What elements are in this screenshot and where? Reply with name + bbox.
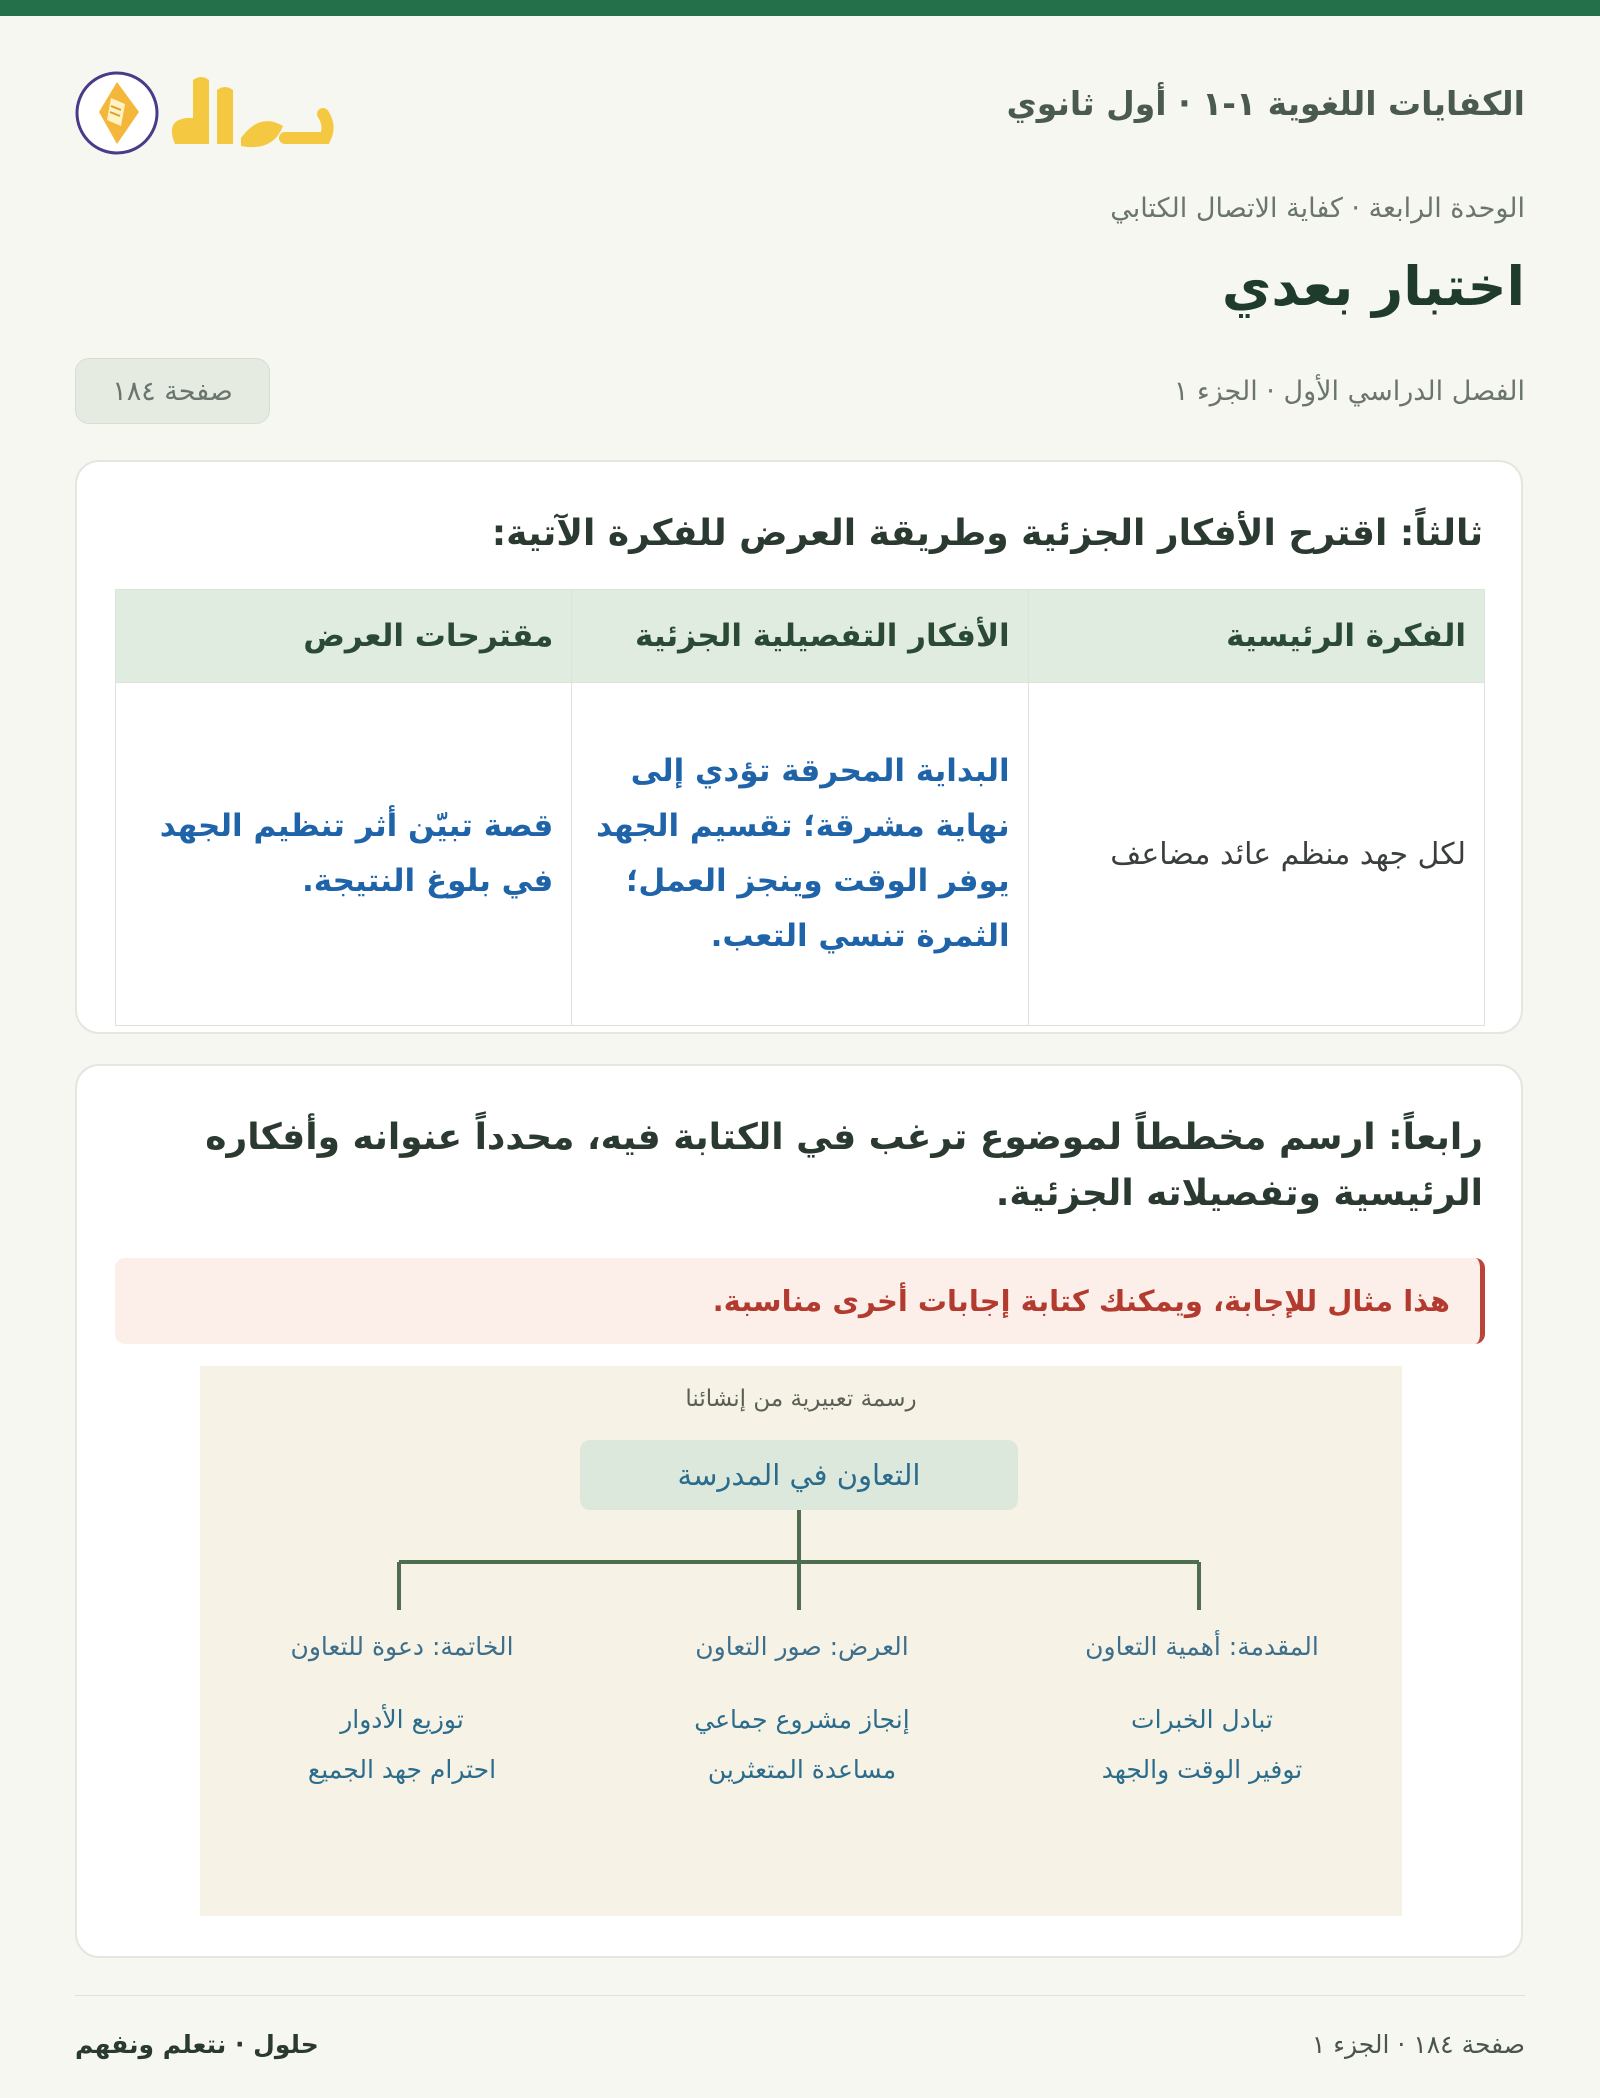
details-cell: البداية المحرقة تؤدي إلى نهاية مشرقة؛ تقسيم الجهد يوفر الوقت وينجز العمل؛ الثمرة تنسي التعب. (572, 683, 1028, 1026)
branch-item: احترام جهد الجميع (307, 1755, 497, 1784)
table-row (116, 683, 1485, 1026)
branch-item: توزيع الأدوار (340, 1705, 464, 1734)
hulul-logo (75, 60, 335, 155)
outline-diagram (200, 1366, 1402, 1916)
column-header-details: الأفكار التفصيلية الجزئية (572, 590, 1028, 683)
footer-page-info: صفحة ١٨٤ · الجزء ١ (1311, 2030, 1525, 2059)
header (75, 60, 1525, 155)
branch-item: تبادل الخبرات (1131, 1705, 1273, 1734)
ideas-table (115, 589, 1485, 1026)
branch-heading: العرض: صور التعاون (695, 1632, 909, 1661)
branch-heading: الخاتمة: دعوة للتعاون (290, 1632, 514, 1661)
footer-divider (75, 1995, 1525, 1996)
footer-brand: حلول · نتعلم ونفهم (75, 2030, 319, 2059)
branch-heading: المقدمة: أهمية التعاون (1085, 1632, 1319, 1661)
question-4-card (75, 1064, 1523, 1958)
diagram-branch-conclusion (202, 1632, 602, 1795)
column-header-main-idea: الفكرة الرئيسية (1028, 590, 1484, 683)
branch-item: إنجاز مشروع جماعي (694, 1705, 910, 1734)
diagram-branch-intro (1002, 1632, 1402, 1795)
page-title: اختبار بعدي (1221, 255, 1525, 318)
diagram-branch-body (602, 1632, 1002, 1795)
branch-item: توفير الوقت والجهد (1101, 1755, 1303, 1784)
diagram-caption: رسمة تعبيرية من إنشائنا (685, 1386, 917, 1412)
main-idea-cell: لكل جهد منظم عائد مضاعف (1028, 683, 1484, 1026)
page-number-badge: صفحة ١٨٤ (75, 358, 270, 424)
top-accent-bar (0, 0, 1600, 16)
unit-subtitle: الوحدة الرابعة · كفاية الاتصال الكتابي (1110, 193, 1525, 224)
branch-item: مساعدة المتعثرين (707, 1755, 897, 1784)
term-info: الفصل الدراسي الأول · الجزء ١ (1173, 376, 1525, 407)
app-title: الكفايات اللغوية ١-١ · أول ثانوي (1006, 84, 1525, 123)
question-3-prompt: ثالثاً: اقترح الأفكار الجزئية وطريقة العرض للفكرة الآتية: (491, 513, 1483, 554)
presentation-cell: قصة تبيّن أثر تنظيم الجهد في بلوغ النتيجة. (116, 683, 572, 1026)
answer-note: هذا مثال للإجابة، ويمكنك كتابة إجابات أخرى مناسبة. (115, 1258, 1485, 1344)
diagram-root-node: التعاون في المدرسة (580, 1440, 1018, 1510)
column-header-presentation: مقترحات العرض (116, 590, 572, 683)
question-3-card (75, 460, 1523, 1034)
question-4-prompt: رابعاً: ارسم مخططاً لموضوع ترغب في الكتابة فيه، محدداً عنوانه وأفكاره الرئيسية وتفصيلاته الجزئية. (205, 1117, 1483, 1214)
